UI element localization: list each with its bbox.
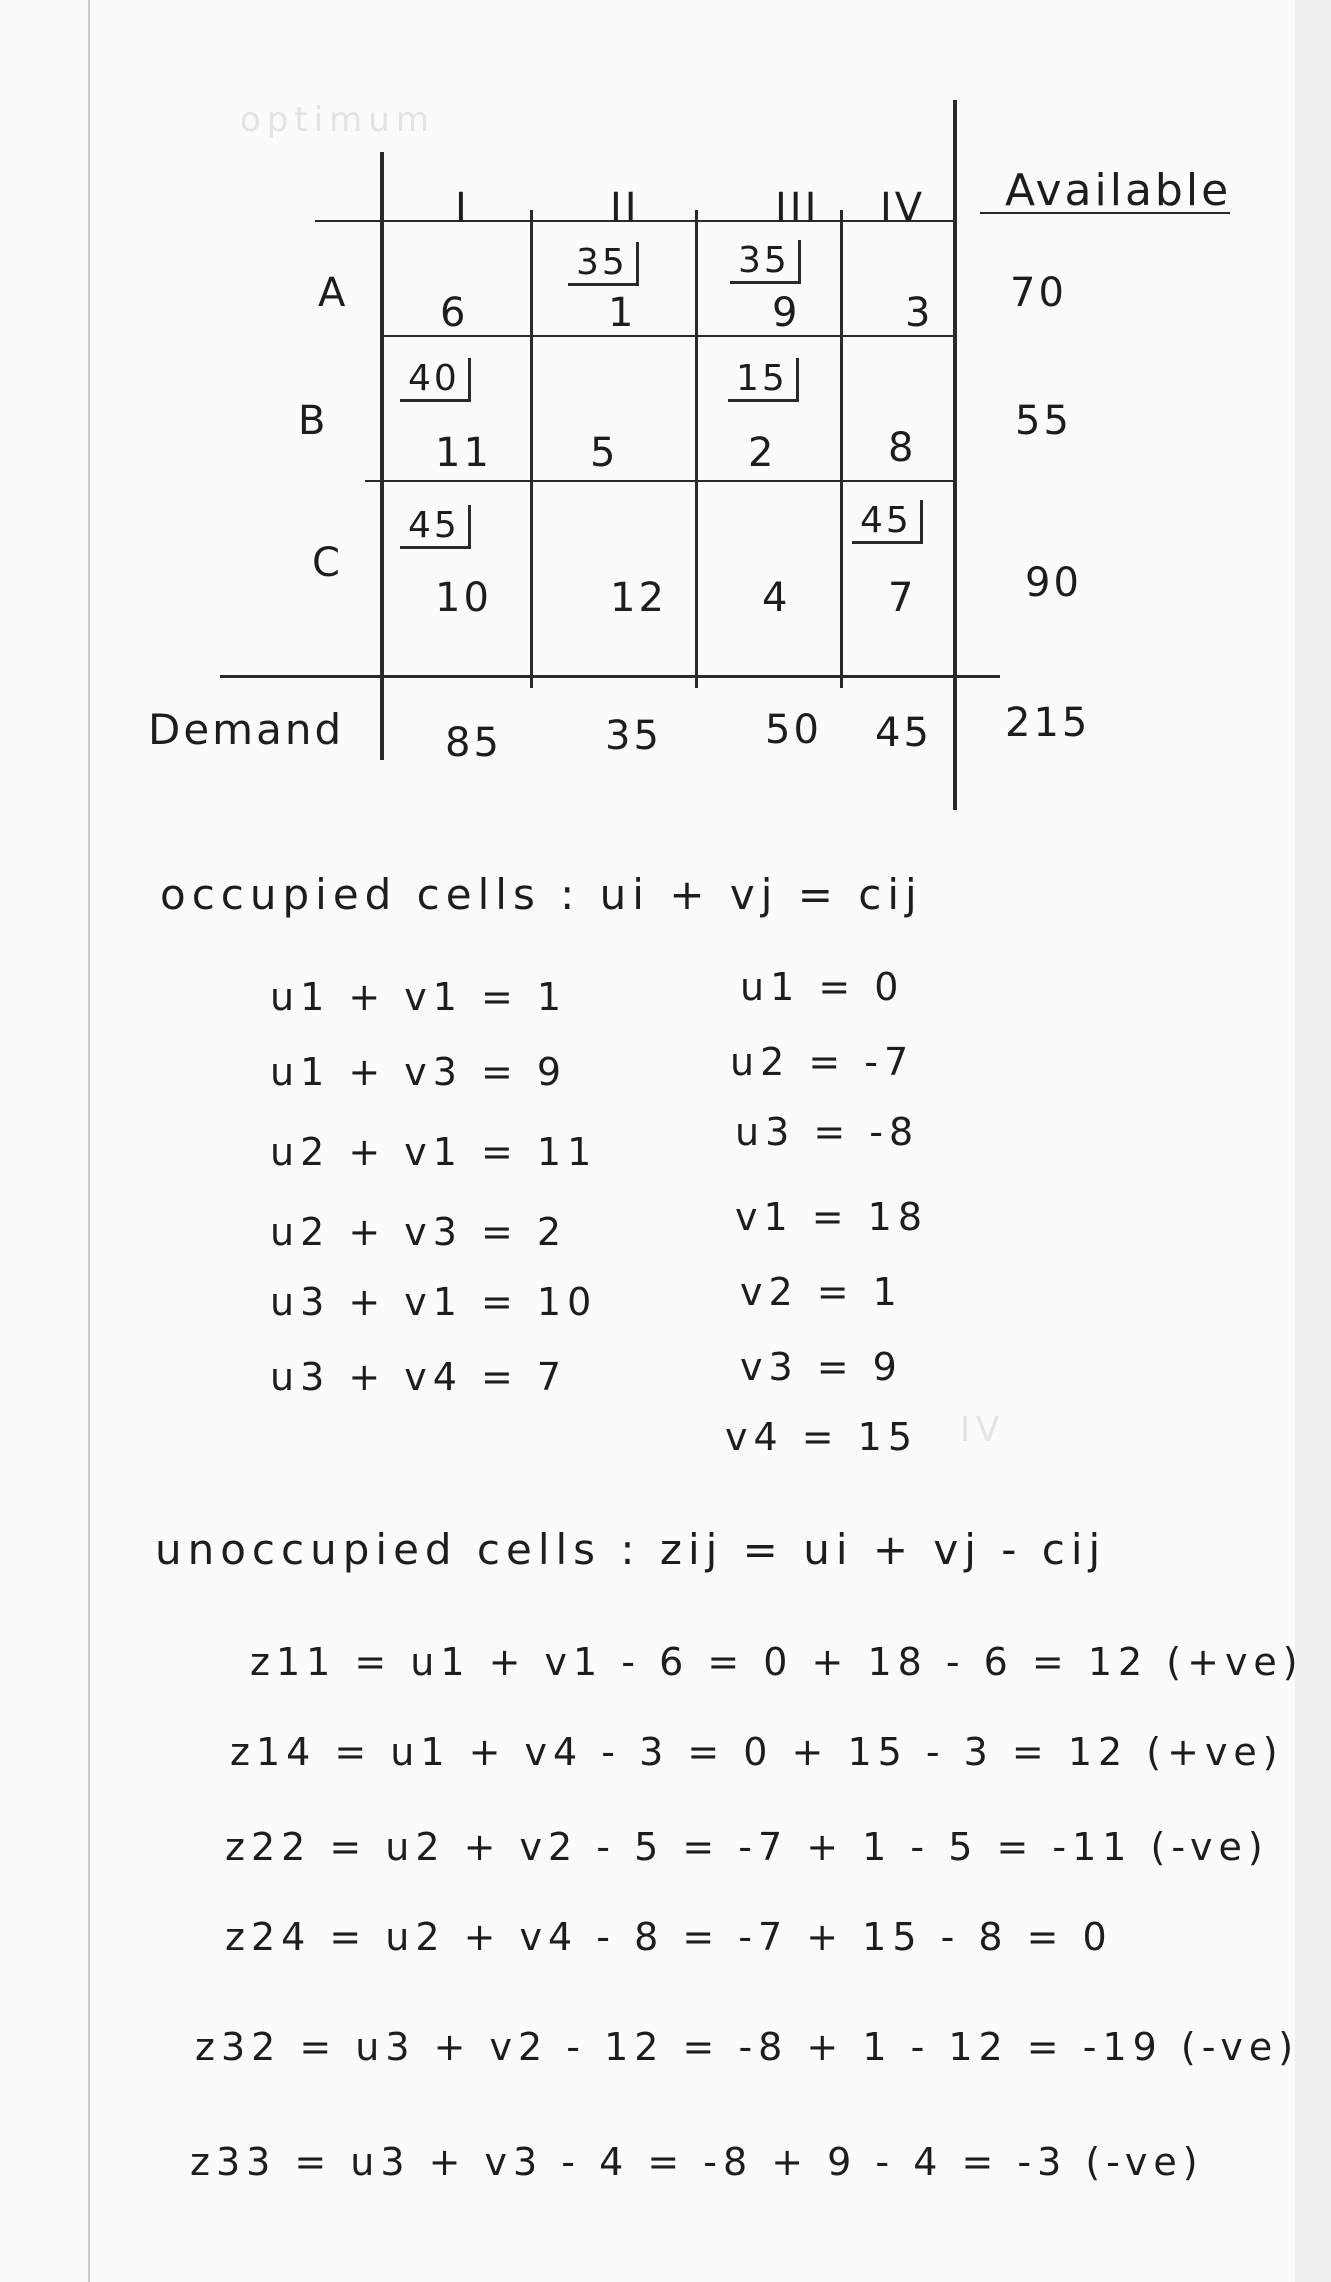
cost-c4: 7 [888, 575, 917, 621]
cost-b1: 11 [435, 430, 492, 476]
table-vline-1 [380, 152, 384, 760]
column-header-1: I [455, 185, 470, 231]
allocation-c1: 45 [400, 505, 471, 549]
table-hline-2 [365, 480, 955, 482]
margin-rule [88, 0, 90, 2282]
available-b: 55 [1015, 398, 1072, 444]
cost-a1: 6 [440, 290, 469, 336]
column-header-3: III [775, 185, 820, 231]
bleed-through-text: optimum [240, 100, 435, 140]
demand-3: 50 [765, 707, 822, 753]
allocation-b3: 15 [728, 358, 799, 402]
page-edge-shadow [1295, 0, 1331, 2282]
demand-total: 215 [1005, 700, 1091, 746]
opportunity-cost-row: z32 = u3 + v2 - 12 = -8 + 1 - 12 = -19 (-ve) [195, 2025, 1300, 2069]
cost-c2: 12 [610, 575, 667, 621]
allocation-c4: 45 [852, 500, 923, 544]
occupied-equation: u2 + v3 = 2 [270, 1210, 568, 1254]
table-vline-3 [695, 210, 698, 688]
occupied-equation: u2 + v1 = 11 [270, 1130, 598, 1174]
cost-b2: 5 [590, 430, 619, 476]
demand-label: Demand [148, 705, 345, 754]
allocation-b1: 40 [400, 358, 471, 402]
allocation-a3: 35 [730, 240, 801, 284]
opportunity-cost-row: z24 = u2 + v4 - 8 = -7 + 15 - 8 = 0 [225, 1915, 1113, 1959]
table-vline-2 [530, 210, 533, 688]
occupied-equation: u1 + v1 = 1 [270, 975, 568, 1019]
cost-a2: 1 [608, 290, 637, 336]
table-vline-4 [840, 210, 843, 688]
occupied-heading: occupied cells : ui + vj = cij [160, 870, 923, 919]
table-vline-5 [953, 100, 957, 810]
occupied-equation: u1 + v3 = 9 [270, 1050, 568, 1094]
row-label-c: C [312, 540, 343, 586]
opportunity-cost-row: z11 = u1 + v1 - 6 = 0 + 18 - 6 = 12 (+ve) [250, 1640, 1304, 1684]
dual-value: v3 = 9 [740, 1345, 903, 1389]
cost-a3: 9 [772, 290, 801, 336]
available-a: 70 [1010, 270, 1067, 316]
column-header-4: IV [880, 185, 926, 231]
available-c: 90 [1025, 560, 1082, 606]
dual-value: u2 = -7 [730, 1040, 915, 1084]
cost-a4: 3 [905, 290, 934, 336]
dual-value: v4 = 15 [725, 1415, 919, 1459]
available-header: Available [1005, 165, 1232, 216]
demand-4: 45 [875, 710, 932, 756]
opportunity-cost-row: z14 = u1 + v4 - 3 = 0 + 15 - 3 = 12 (+ve) [230, 1730, 1284, 1774]
dual-value: u3 = -8 [735, 1110, 920, 1154]
demand-1: 85 [445, 720, 502, 766]
allocation-a2: 35 [568, 242, 639, 286]
cost-b3: 2 [748, 430, 777, 476]
bleed-through-text: IV [960, 1410, 1006, 1450]
row-label-b: B [298, 398, 329, 444]
demand-2: 35 [605, 713, 662, 759]
cost-c1: 10 [435, 575, 492, 621]
row-label-a: A [318, 270, 349, 316]
opportunity-cost-row: z22 = u2 + v2 - 5 = -7 + 1 - 5 = -11 (-ve) [225, 1825, 1269, 1869]
column-header-2: II [610, 185, 640, 231]
dual-value: v1 = 18 [735, 1195, 929, 1239]
occupied-equation: u3 + v4 = 7 [270, 1355, 568, 1399]
opportunity-cost-row: z33 = u3 + v3 - 4 = -8 + 9 - 4 = -3 (-ve) [190, 2140, 1204, 2184]
dual-value: v2 = 1 [740, 1270, 903, 1314]
occupied-equation: u3 + v1 = 10 [270, 1280, 598, 1324]
table-hline-total [220, 675, 1000, 678]
dual-value: u1 = 0 [740, 965, 905, 1009]
cost-c3: 4 [762, 575, 791, 621]
cost-b4: 8 [888, 425, 917, 471]
unoccupied-heading: unoccupied cells : zij = ui + vj - cij [155, 1525, 1107, 1574]
